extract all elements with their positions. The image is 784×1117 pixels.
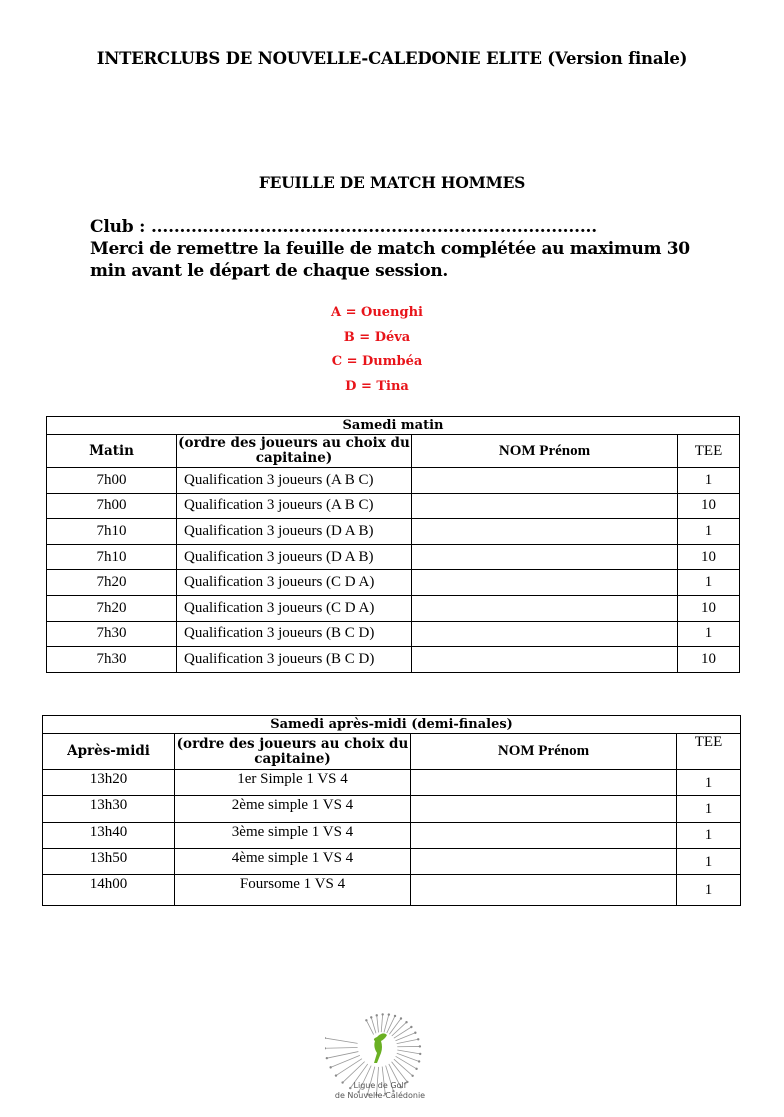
format-cell: Qualification 3 joueurs (B C D) [177,647,412,673]
legend-item-a: A = Ouenghi [330,305,423,320]
format-cell: 2ème simple 1 VS 4 [175,796,411,822]
legend-item-d: D = Tina [345,378,409,394]
format-cell: Foursome 1 VS 4 [175,875,411,906]
afternoon-table [42,715,741,906]
golfer-icon [374,1033,387,1063]
table-row [43,770,741,796]
table-row [47,595,740,621]
club-legend [0,303,754,401]
table-row [43,822,741,848]
tee-cell: 1 [678,570,740,596]
table-row [47,621,740,647]
column-header-name: NOM Prénom [412,435,678,468]
golf-club-head [410,1026,412,1028]
time-cell: 13h30 [43,796,175,822]
legend-item-b: B = Déva [343,329,411,345]
golf-club-mark [397,1039,419,1043]
format-cell: Qualification 3 joueurs (B C D) [177,621,412,647]
tee-cell: 1 [677,770,741,796]
golf-club-head [400,1017,402,1019]
time-cell: 7h10 [47,519,177,545]
player-name-input[interactable] [411,796,677,822]
tee-cell: 10 [678,544,740,570]
golf-club-head [325,1047,326,1049]
time-cell: 7h30 [47,647,177,673]
format-cell: Qualification 3 joueurs (D A B) [177,519,412,545]
instructions-text: Merci de remettre la feuille de match complétée au maximum 30 min avant le départ de chaque session. [90,239,690,281]
table-row [47,493,740,519]
golf-club-mark [392,1062,408,1082]
tee-cell: 10 [678,493,740,519]
time-cell: 13h50 [43,848,175,874]
golf-club-head [415,1068,417,1070]
golf-club-mark [325,1048,358,1049]
player-name-input[interactable] [412,647,678,673]
table-row [47,519,740,545]
format-cell: Qualification 3 joueurs (A B C) [177,493,412,519]
column-header-name: NOM Prénom [411,734,677,770]
format-cell: Qualification 3 joueurs (A B C) [177,468,412,494]
table-row [47,647,740,673]
golf-club-head [414,1032,416,1034]
golf-club-mark [394,1059,413,1076]
time-cell: 7h20 [47,595,177,621]
column-header-order: (ordre des joueurs au choix du capitaine) [178,435,410,466]
tee-cell: 1 [678,468,740,494]
column-header-tee: TEE [678,435,740,468]
player-name-input[interactable] [411,848,677,874]
golf-club-head [405,1021,407,1023]
format-cell: 4ème simple 1 VS 4 [175,848,411,874]
golf-club-head [419,1053,421,1055]
time-cell: 13h40 [43,822,175,848]
format-cell: Qualification 3 joueurs (C D A) [177,595,412,621]
golf-club-mark [325,1038,358,1043]
tee-cell: 1 [678,519,740,545]
player-name-input[interactable] [412,570,678,596]
golf-club-mark [336,1059,362,1076]
golf-club-head [376,1014,378,1016]
player-name-input[interactable] [412,544,678,570]
section-title: Samedi matin [47,417,740,435]
golf-club-head [417,1038,419,1040]
tee-cell: 1 [677,875,741,906]
tee-cell: 1 [677,822,741,848]
time-cell: 13h20 [43,770,175,796]
tee-cell: 1 [677,848,741,874]
format-cell: Qualification 3 joueurs (C D A) [177,570,412,596]
golf-club-mark [331,1055,360,1067]
club-field[interactable]: Club : .............................................................................. [90,217,597,237]
column-header-order: (ordre des joueurs au choix du capitaine) [175,734,411,770]
column-header-tee: TEE [677,734,741,770]
player-name-input[interactable] [412,468,678,494]
player-name-input[interactable] [412,493,678,519]
format-cell: 1er Simple 1 VS 4 [175,770,411,796]
golf-club-mark [327,1052,359,1059]
format-cell: 3ème simple 1 VS 4 [175,822,411,848]
table-row [43,848,741,874]
time-cell: 7h20 [47,570,177,596]
tee-cell: 1 [678,621,740,647]
golf-club-mark [343,1062,365,1083]
time-cell: 7h30 [47,621,177,647]
column-header-time: Après-midi [43,734,175,770]
table-row [43,875,741,906]
golf-club-mark [397,1053,419,1061]
column-header-time: Matin [47,435,177,468]
golf-club-mark [395,1033,415,1041]
golf-club-head [335,1074,337,1076]
legend-item-c: C = Dumbéa [331,354,423,369]
time-cell: 7h10 [47,544,177,570]
golf-club-mark [397,1050,420,1054]
table-row [43,796,741,822]
golf-club-mark [392,1022,407,1036]
golf-club-mark [394,1027,412,1038]
golf-club-mark [389,1018,401,1034]
golf-club-head [381,1013,383,1015]
table-row [47,544,740,570]
table-row [47,468,740,494]
time-cell: 14h00 [43,875,175,906]
player-name-input[interactable] [412,595,678,621]
golf-club-head [419,1045,421,1047]
player-name-input[interactable] [411,875,677,906]
table-row [47,570,740,596]
time-cell: 7h00 [47,493,177,519]
golf-club-mark [377,1015,379,1032]
logo-caption-line-2: de Nouvelle-Calédonie [334,1091,426,1100]
document-title: INTERCLUBS DE NOUVELLE-CALEDONIE ELITE (Version finale) [96,49,688,68]
player-name-input[interactable] [411,822,677,848]
time-cell: 7h00 [47,468,177,494]
golf-club-head [388,1013,390,1015]
morning-table [46,416,740,673]
golf-club-head [326,1057,328,1059]
logo-caption-line-1: Ligue de Golf [353,1081,407,1090]
tee-cell: 1 [677,796,741,822]
tee-cell: 10 [678,647,740,673]
section-title: Samedi après-midi (demi-finales) [43,716,741,734]
golf-club-head [418,1060,420,1062]
logo-caption [300,1081,460,1101]
document-subtitle: FEUILLE DE MATCH HOMMES [258,173,526,192]
format-cell: Qualification 3 joueurs (D A B) [177,544,412,570]
golf-club-head [411,1075,413,1077]
golf-club-head [394,1015,396,1017]
player-name-input[interactable] [411,770,677,796]
golf-club-mark [381,1014,382,1032]
golf-club-head [325,1037,326,1039]
golf-club-mark [396,1056,417,1069]
golf-club-head [365,1019,367,1021]
golf-club-head [370,1016,372,1018]
player-name-input[interactable] [412,621,678,647]
player-name-input[interactable] [412,519,678,545]
golf-club-head [329,1066,331,1068]
tee-cell: 10 [678,595,740,621]
